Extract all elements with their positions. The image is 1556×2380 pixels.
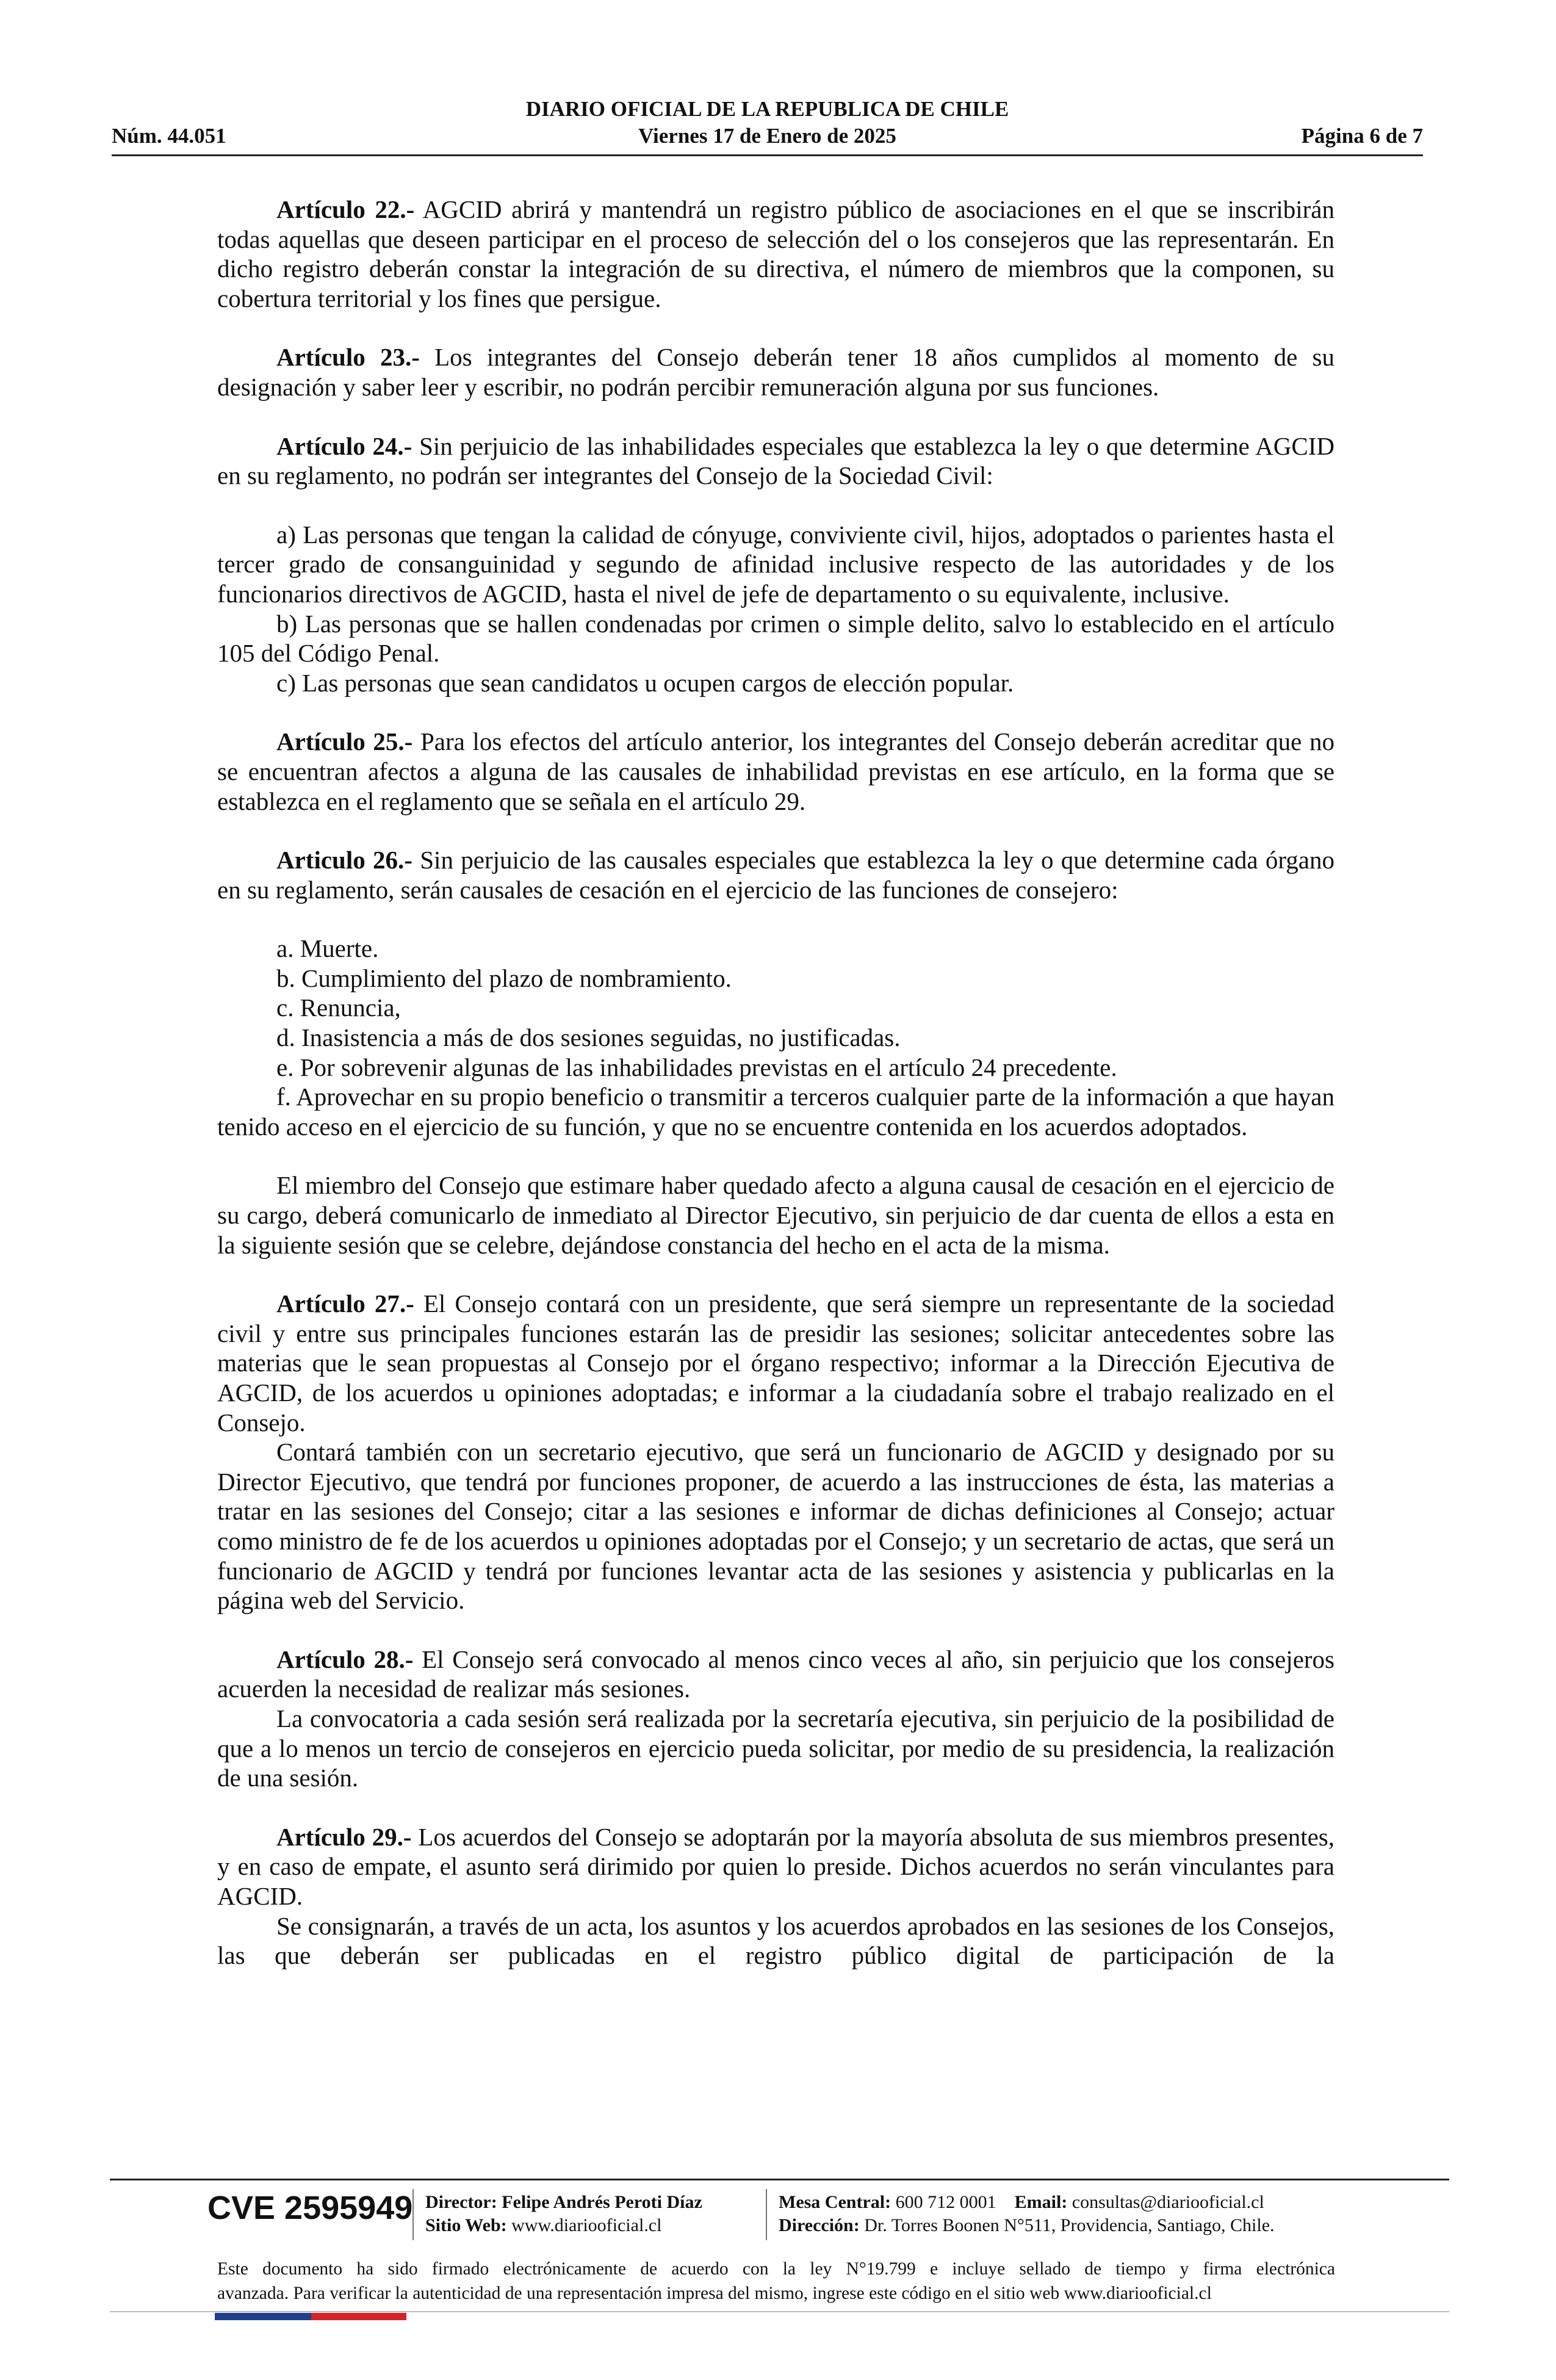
article-text: Sin perjuicio de las inhabilidades especiales que establezca la ley o que determine AGCID en su reglamento, no podrán ser integrantes del Consejo de la Sociedad Civil: xyxy=(217,431,1334,490)
article-text: Los integrantes del Consejo deberán tener 18 años cumplidos al momento de su designación y saber leer y escribir, no podrán percibir remuneración alguna por sus funciones. xyxy=(217,343,1334,401)
page-number: Página 6 de 7 xyxy=(1301,124,1423,148)
list-item: b. Cumplimiento del plazo de nombramiento. xyxy=(276,964,732,992)
flag-stripe-red xyxy=(311,2313,406,2320)
bottom-divider xyxy=(110,2311,1449,2312)
article-heading: Artículo 22.- xyxy=(276,195,415,223)
list-item: a. Muerte. xyxy=(276,934,379,963)
email-label: Email: xyxy=(1014,2192,1068,2212)
list-item: f. Aprovechar en su propio beneficio o transmitir a terceros cualquier parte de la información a que hayan tenido acceso en el ejercicio de su función, y que no se encuentre contenida en los acuerdos adoptados. xyxy=(217,1083,1334,1141)
document-body xyxy=(217,195,1334,1971)
footer-separator xyxy=(412,2189,414,2240)
article-27 xyxy=(217,1289,1334,1437)
gazette-title: DIARIO OFICIAL DE LA REPUBLICA DE CHILE xyxy=(525,97,1009,121)
article-26 xyxy=(217,845,1334,904)
director-label: Director: xyxy=(425,2192,497,2212)
list-item: c) Las personas que sean candidatos u ocupen cargos de elección popular. xyxy=(276,668,1014,697)
list-item: c. Renuncia, xyxy=(276,993,401,1022)
list-item: a) Las personas que tengan la calidad de cónyuge, conviviente civil, hijos, adoptados o parientes hasta el tercer grado de consanguinidad y segundo de afinidad inclusive respecto de las autoridades y de los funcionarios directivos de AGCID, hasta el nivel de jefe de departamento o su equivalente, inclusive. xyxy=(217,520,1334,608)
article-heading: Artículo 25.- xyxy=(276,727,413,756)
footer-divider xyxy=(110,2179,1449,2180)
legal-notice-line: Este documento ha sido firmado electrónicamente de acuerdo con la ley N°19.799 e incluye sellado de tiempo y firma electrónica xyxy=(217,2259,1335,2279)
article-text: El Consejo contará con un presidente, que será siempre un representante de la sociedad civil y entre sus principales funciones estarán las de presidir las sesiones; solicitar antecedentes sobre las materias que le sean propuestas al Consejo por el órgano respectivo; informar a la Dirección Ejecutiva de AGCID, de los acuerdos u opiniones adoptadas; e informar a la ciudadanía sobre el trabajo realizado en el Consejo. xyxy=(217,1289,1334,1437)
article-29-paragraph-2: Se consignarán, a través de un acta, los asuntos y los acuerdos aprobados en las sesiones de los Consejos, las que deberán ser publicadas en el registro público digital de participación de la xyxy=(217,1911,1334,1970)
contact-line xyxy=(779,2191,1264,2214)
article-heading: Artículo 24.- xyxy=(276,431,412,460)
address-value: Dr. Torres Boonen N°511, Providencia, Santiago, Chile. xyxy=(864,2215,1275,2235)
phone-value: 600 712 0001 xyxy=(895,2192,996,2212)
page-header xyxy=(112,95,1423,156)
list-item: e. Por sobrevenir algunas de las inhabilidades previstas en el artículo 24 precedente. xyxy=(276,1053,1117,1081)
issue-date: Viernes 17 de Enero de 2025 xyxy=(638,124,896,148)
article-28 xyxy=(217,1645,1334,1704)
email-value[interactable]: consultas@diariooficial.cl xyxy=(1072,2192,1264,2212)
article-heading: Artículo 29.- xyxy=(276,1822,412,1851)
article-heading: Artículo 28.- xyxy=(276,1645,414,1673)
article-29 xyxy=(217,1822,1334,1911)
address-line xyxy=(779,2214,1275,2237)
address-label: Dirección: xyxy=(779,2215,860,2235)
article-heading: Artículo 23.- xyxy=(276,343,420,372)
article-text: Sin perjuicio de las causales especiales que establezca la ley o que determine cada órgano en su reglamento, serán causales de cesación en el ejercicio de las funciones de consejero: xyxy=(217,846,1334,904)
article-24 xyxy=(217,431,1334,491)
director-name: Felipe Andrés Peroti Díaz xyxy=(502,2192,702,2212)
cve-code: CVE 2595949 xyxy=(207,2190,413,2226)
article-27-paragraph-2: Contará también con un secretario ejecutivo, que será un funcionario de AGCID y designado por su Director Ejecutivo, que tendrá por funciones proponer, de acuerdo a las instrucciones de ésta, las materias a tratar en las sesiones del Consejo; citar a las sesiones e informar de dichas definiciones al Consejo; actuar como ministro de fe de los acuerdos u opiniones adoptadas por el Consejo; y un secretario de actas, que será un funcionario de AGCID y tendrá por funciones levantar acta de las sesiones y asistencia y publicarlas en la página web del Servicio. xyxy=(217,1438,1334,1615)
article-text: Los acuerdos del Consejo se adoptarán por la mayoría absoluta de sus miembros presentes, y en caso de empate, el asunto será dirimido por quien lo preside. Dichos acuerdos no serán vinculantes para AGCID. xyxy=(217,1822,1334,1910)
footer-separator xyxy=(766,2189,767,2240)
article-23 xyxy=(217,342,1334,402)
website-value[interactable]: www.diariooficial.cl xyxy=(511,2215,662,2235)
director-line xyxy=(425,2191,702,2214)
list-item: d. Inasistencia a más de dos sesiones seguidas, no justificadas. xyxy=(276,1023,901,1052)
flag-stripe-blue xyxy=(215,2313,311,2320)
legal-notice-line: avanzada. Para verificar la autenticidad de una representación impresa del mismo, ingrese este código en el sitio web www.diariooficial.cl xyxy=(217,2284,1212,2303)
article-22 xyxy=(217,195,1334,313)
website-label: Sitio Web: xyxy=(425,2215,507,2235)
article-heading: Articulo 26.- xyxy=(276,846,412,874)
article-28-paragraph-2: La convocatoria a cada sesión será realizada por la secretaría ejecutiva, sin perjuicio de la posibilidad de que a lo menos un tercio de consejeros en ejercicio pueda solicitar, por medio de su presidencia, la realización de una sesión. xyxy=(217,1704,1334,1792)
article-25 xyxy=(217,727,1334,816)
issue-number: Núm. 44.051 xyxy=(112,124,226,148)
phone-label: Mesa Central: xyxy=(779,2192,891,2212)
list-item: b) Las personas que se hallen condenadas por crimen o simple delito, salvo lo establecido en el artículo 105 del Código Penal. xyxy=(217,609,1334,668)
article-text: AGCID abrirá y mantendrá un registro público de asociaciones en el que se inscribirán todas aquellas que deseen participar en el proceso de selección del o los consejeros que las representarán. En dicho registro deberán constar la integración de su directiva, el número de miembros que la componen, su cobertura territorial y los fines que persigue. xyxy=(217,195,1334,312)
article-text: El Consejo será convocado al menos cinco veces al año, sin perjuicio que los consejeros acuerden la necesidad de realizar más sesiones. xyxy=(217,1645,1334,1703)
article-heading: Artículo 27.- xyxy=(276,1289,414,1318)
article-text: Para los efectos del artículo anterior, los integrantes del Consejo deberán acreditar que no se encuentran afectos a alguna de las causales de inhabilidad previstas en ese artículo, en la forma que se establezca en el reglamento que se señala en el artículo 29. xyxy=(217,727,1334,815)
website-line xyxy=(425,2214,661,2237)
article-26-closing: El miembro del Consejo que estimare haber quedado afecto a alguna causal de cesación en el ejercicio de su cargo, deberá comunicarlo de inmediato al Director Ejecutivo, sin perjuicio de dar cuenta de ellos a esta en la siguiente sesión que se celebre, dejándose constancia del hecho en el acta de la misma. xyxy=(217,1171,1334,1259)
legal-notice xyxy=(217,2257,1335,2306)
